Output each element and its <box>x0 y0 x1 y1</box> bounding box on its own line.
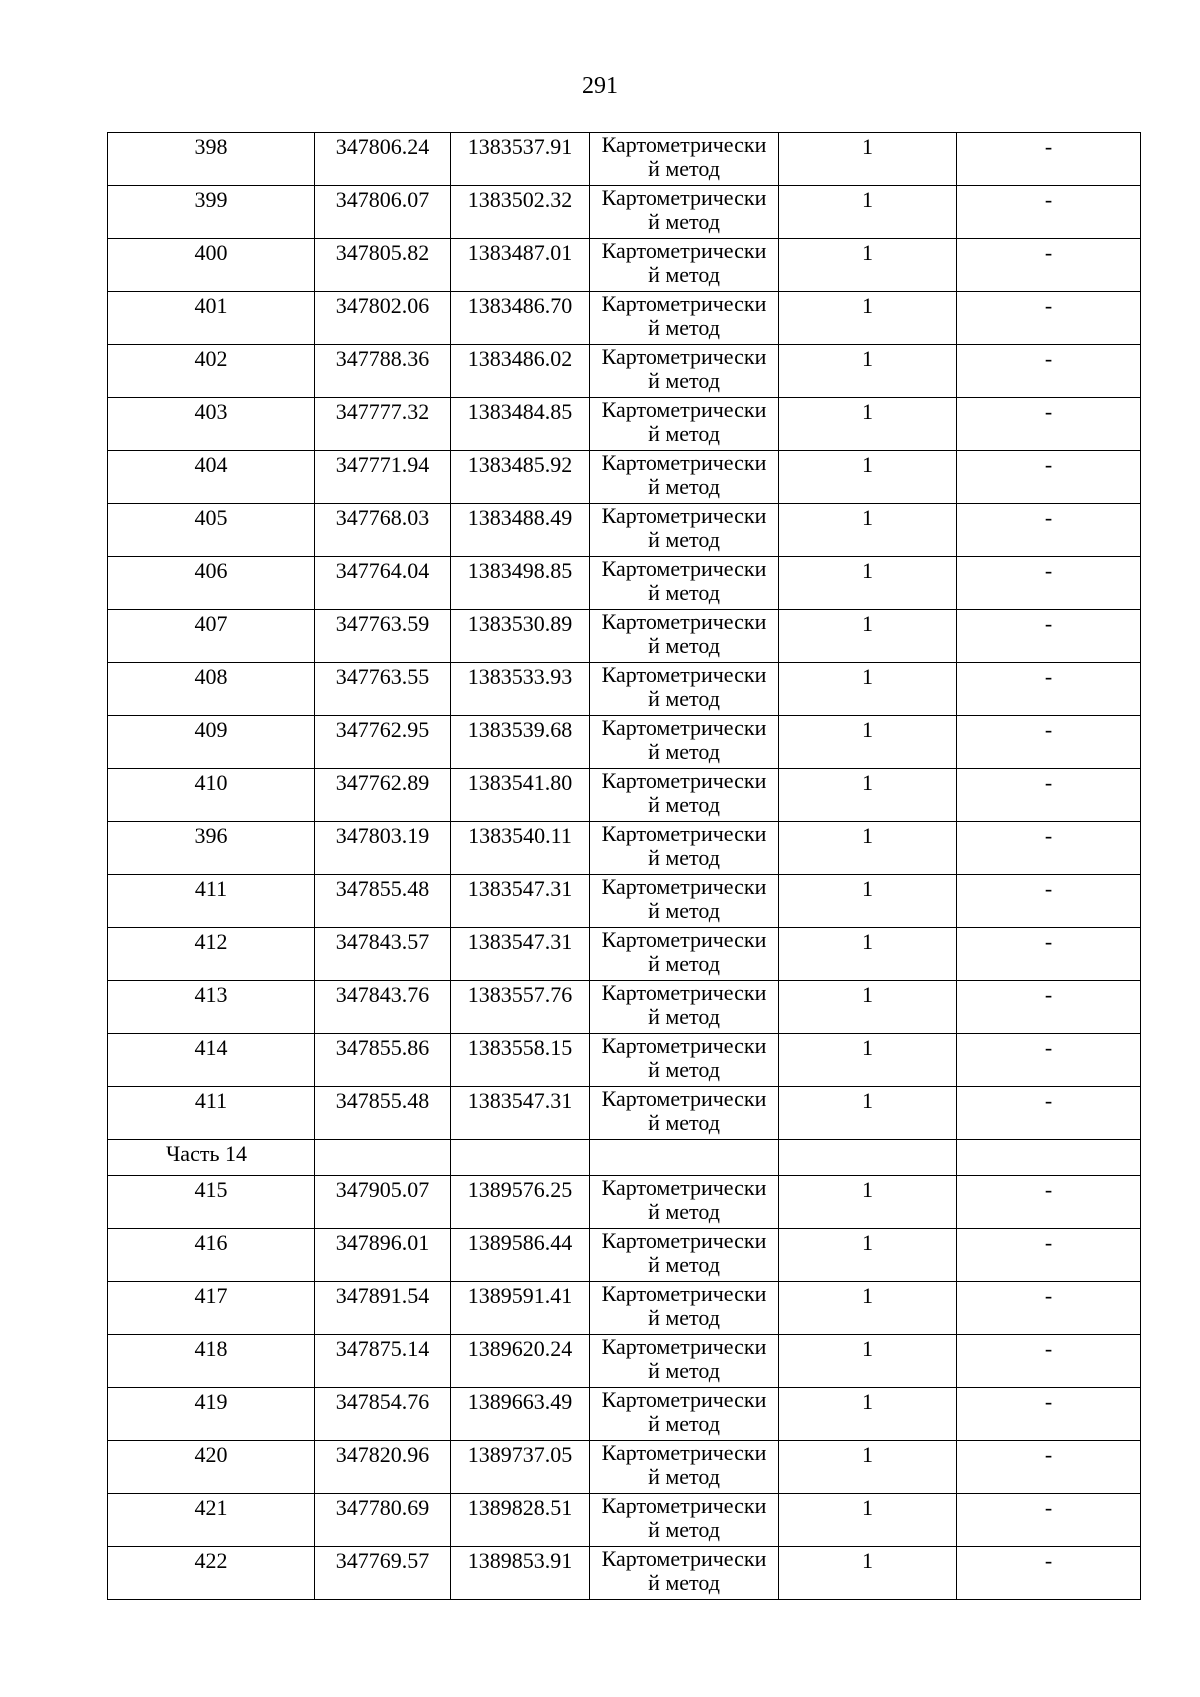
y-coordinate-cell: 1383485.92 <box>451 451 590 504</box>
method-line: Картометрически <box>601 768 767 793</box>
method-line: й метод <box>648 1199 720 1224</box>
table-row <box>108 981 1141 1034</box>
x-coordinate-cell: 347806.07 <box>315 186 451 239</box>
method-line: й метод <box>648 792 720 817</box>
table-row <box>108 1335 1141 1388</box>
method-line: Картометрически <box>601 1281 767 1306</box>
method-cell <box>590 716 779 769</box>
y-coordinate-cell: 1383486.02 <box>451 345 590 398</box>
note-cell: - <box>957 1229 1141 1282</box>
x-coordinate-cell: 347771.94 <box>315 451 451 504</box>
method-line: Картометрически <box>601 1086 767 1111</box>
accuracy-cell: 1 <box>779 292 957 345</box>
method-line: Картометрически <box>601 927 767 952</box>
x-coordinate-cell: 347763.59 <box>315 610 451 663</box>
x-coordinate-cell: 347802.06 <box>315 292 451 345</box>
x-coordinate-cell: 347763.55 <box>315 663 451 716</box>
point-number-cell: 399 <box>108 186 315 239</box>
method-cell <box>590 451 779 504</box>
method-line: й метод <box>648 421 720 446</box>
method-line: Картометрически <box>601 609 767 634</box>
note-cell: - <box>957 1547 1141 1600</box>
point-number-cell: 408 <box>108 663 315 716</box>
method-line: й метод <box>648 686 720 711</box>
y-coordinate-cell: 1389591.41 <box>451 1282 590 1335</box>
x-coordinate-cell: 347803.19 <box>315 822 451 875</box>
y-coordinate-cell: 1389853.91 <box>451 1547 590 1600</box>
y-coordinate-cell: 1383547.31 <box>451 875 590 928</box>
table-row <box>108 1388 1141 1441</box>
empty-cell <box>779 1140 957 1176</box>
method-line: й метод <box>648 1110 720 1135</box>
method-line: Картометрически <box>601 185 767 210</box>
x-coordinate-cell: 347769.57 <box>315 1547 451 1600</box>
accuracy-cell: 1 <box>779 981 957 1034</box>
method-cell <box>590 928 779 981</box>
method-line: й метод <box>648 1305 720 1330</box>
table-row <box>108 1229 1141 1282</box>
note-cell: - <box>957 981 1141 1034</box>
table-row <box>108 1441 1141 1494</box>
note-cell: - <box>957 928 1141 981</box>
x-coordinate-cell: 347855.48 <box>315 1087 451 1140</box>
point-number-cell: 411 <box>108 1087 315 1140</box>
method-cell <box>590 981 779 1034</box>
note-cell: - <box>957 1335 1141 1388</box>
method-cell <box>590 1087 779 1140</box>
method-cell <box>590 1547 779 1600</box>
y-coordinate-cell: 1383539.68 <box>451 716 590 769</box>
note-cell: - <box>957 769 1141 822</box>
method-cell <box>590 186 779 239</box>
point-number-cell: 405 <box>108 504 315 557</box>
method-line: Картометрически <box>601 1493 767 1518</box>
coordinates-table <box>107 132 1141 1600</box>
table-row <box>108 239 1141 292</box>
accuracy-cell: 1 <box>779 1441 957 1494</box>
table-row <box>108 610 1141 663</box>
method-line: й метод <box>648 1517 720 1542</box>
note-cell: - <box>957 1441 1141 1494</box>
table-row <box>108 1176 1141 1229</box>
x-coordinate-cell: 347780.69 <box>315 1494 451 1547</box>
table-row <box>108 133 1141 186</box>
note-cell: - <box>957 663 1141 716</box>
point-number-cell: 413 <box>108 981 315 1034</box>
table-row <box>108 1087 1141 1140</box>
point-number-cell: 407 <box>108 610 315 663</box>
method-line: й метод <box>648 739 720 764</box>
table-row <box>108 875 1141 928</box>
method-line: й метод <box>648 580 720 605</box>
y-coordinate-cell: 1389576.25 <box>451 1176 590 1229</box>
method-line: й метод <box>648 1570 720 1595</box>
accuracy-cell: 1 <box>779 557 957 610</box>
x-coordinate-cell: 347764.04 <box>315 557 451 610</box>
point-number-cell: 412 <box>108 928 315 981</box>
y-coordinate-cell: 1383541.80 <box>451 769 590 822</box>
point-number-cell: 402 <box>108 345 315 398</box>
x-coordinate-cell: 347820.96 <box>315 1441 451 1494</box>
y-coordinate-cell: 1383547.31 <box>451 928 590 981</box>
method-line: й метод <box>648 633 720 658</box>
empty-cell <box>957 1140 1141 1176</box>
method-line: й метод <box>648 845 720 870</box>
method-line: Картометрически <box>601 821 767 846</box>
method-line: Картометрически <box>601 1033 767 1058</box>
point-number-cell: 401 <box>108 292 315 345</box>
table-row <box>108 186 1141 239</box>
point-number-cell: 409 <box>108 716 315 769</box>
x-coordinate-cell: 347875.14 <box>315 1335 451 1388</box>
method-cell <box>590 875 779 928</box>
method-line: Картометрически <box>601 1175 767 1200</box>
x-coordinate-cell: 347855.48 <box>315 875 451 928</box>
table-row <box>108 1034 1141 1087</box>
empty-cell <box>315 1140 451 1176</box>
method-line: й метод <box>648 368 720 393</box>
point-number-cell: 420 <box>108 1441 315 1494</box>
point-number-cell: 419 <box>108 1388 315 1441</box>
method-cell <box>590 292 779 345</box>
note-cell: - <box>957 610 1141 663</box>
accuracy-cell: 1 <box>779 504 957 557</box>
point-number-cell: 404 <box>108 451 315 504</box>
method-line: й метод <box>648 1411 720 1436</box>
accuracy-cell: 1 <box>779 822 957 875</box>
method-line: Картометрически <box>601 1228 767 1253</box>
point-number-cell: 403 <box>108 398 315 451</box>
accuracy-cell: 1 <box>779 663 957 716</box>
table-row <box>108 1547 1141 1600</box>
accuracy-cell: 1 <box>779 1229 957 1282</box>
x-coordinate-cell: 347855.86 <box>315 1034 451 1087</box>
table-body <box>108 133 1141 1600</box>
accuracy-cell: 1 <box>779 1547 957 1600</box>
accuracy-cell: 1 <box>779 133 957 186</box>
point-number-cell: 418 <box>108 1335 315 1388</box>
note-cell: - <box>957 398 1141 451</box>
empty-cell <box>451 1140 590 1176</box>
point-number-cell: 414 <box>108 1034 315 1087</box>
point-number-cell: 398 <box>108 133 315 186</box>
x-coordinate-cell: 347788.36 <box>315 345 451 398</box>
method-line: Картометрически <box>601 132 767 157</box>
note-cell: - <box>957 504 1141 557</box>
method-line: й метод <box>648 951 720 976</box>
y-coordinate-cell: 1389620.24 <box>451 1335 590 1388</box>
note-cell: - <box>957 557 1141 610</box>
point-number-cell: 396 <box>108 822 315 875</box>
method-cell <box>590 1034 779 1087</box>
accuracy-cell: 1 <box>779 1282 957 1335</box>
page-number: 291 <box>582 73 618 99</box>
method-line: й метод <box>648 156 720 181</box>
table-row <box>108 504 1141 557</box>
method-line: Картометрически <box>601 238 767 263</box>
note-cell: - <box>957 133 1141 186</box>
point-number-cell: 416 <box>108 1229 315 1282</box>
y-coordinate-cell: 1389586.44 <box>451 1229 590 1282</box>
method-line: Картометрически <box>601 662 767 687</box>
table-row <box>108 451 1141 504</box>
accuracy-cell: 1 <box>779 1176 957 1229</box>
method-line: Картометрически <box>601 503 767 528</box>
method-line: й метод <box>648 209 720 234</box>
section-header-row <box>108 1140 1141 1176</box>
x-coordinate-cell: 347777.32 <box>315 398 451 451</box>
y-coordinate-cell: 1383488.49 <box>451 504 590 557</box>
x-coordinate-cell: 347762.89 <box>315 769 451 822</box>
method-line: й метод <box>648 1004 720 1029</box>
x-coordinate-cell: 347896.01 <box>315 1229 451 1282</box>
note-cell: - <box>957 822 1141 875</box>
method-line: Картометрически <box>601 450 767 475</box>
method-line: й метод <box>648 527 720 552</box>
table-row <box>108 557 1141 610</box>
y-coordinate-cell: 1383502.32 <box>451 186 590 239</box>
method-line: й метод <box>648 315 720 340</box>
method-cell <box>590 1335 779 1388</box>
y-coordinate-cell: 1383487.01 <box>451 239 590 292</box>
table-row <box>108 1494 1141 1547</box>
table-row <box>108 928 1141 981</box>
note-cell: - <box>957 292 1141 345</box>
method-line: й метод <box>648 262 720 287</box>
x-coordinate-cell: 347768.03 <box>315 504 451 557</box>
table-row <box>108 292 1141 345</box>
x-coordinate-cell: 347843.76 <box>315 981 451 1034</box>
method-line: Картометрически <box>601 1546 767 1571</box>
table-row <box>108 398 1141 451</box>
accuracy-cell: 1 <box>779 1335 957 1388</box>
point-number-cell: 400 <box>108 239 315 292</box>
note-cell: - <box>957 1176 1141 1229</box>
method-line: Картометрически <box>601 1334 767 1359</box>
accuracy-cell: 1 <box>779 239 957 292</box>
accuracy-cell: 1 <box>779 1388 957 1441</box>
note-cell: - <box>957 1388 1141 1441</box>
y-coordinate-cell: 1383557.76 <box>451 981 590 1034</box>
y-coordinate-cell: 1383537.91 <box>451 133 590 186</box>
y-coordinate-cell: 1383484.85 <box>451 398 590 451</box>
accuracy-cell: 1 <box>779 398 957 451</box>
point-number-cell: 422 <box>108 1547 315 1600</box>
x-coordinate-cell: 347891.54 <box>315 1282 451 1335</box>
x-coordinate-cell: 347905.07 <box>315 1176 451 1229</box>
method-line: Картометрически <box>601 556 767 581</box>
table-row <box>108 1282 1141 1335</box>
table-row <box>108 716 1141 769</box>
point-number-cell: 421 <box>108 1494 315 1547</box>
method-cell <box>590 398 779 451</box>
method-line: Картометрически <box>601 874 767 899</box>
method-cell <box>590 1388 779 1441</box>
method-cell <box>590 1229 779 1282</box>
note-cell: - <box>957 1087 1141 1140</box>
accuracy-cell: 1 <box>779 451 957 504</box>
accuracy-cell: 1 <box>779 875 957 928</box>
point-number-cell: 415 <box>108 1176 315 1229</box>
method-cell <box>590 1494 779 1547</box>
section-label: Часть 14 <box>108 1140 315 1176</box>
accuracy-cell: 1 <box>779 186 957 239</box>
x-coordinate-cell: 347805.82 <box>315 239 451 292</box>
table-row <box>108 663 1141 716</box>
method-line: й метод <box>648 1252 720 1277</box>
method-line: Картометрически <box>601 980 767 1005</box>
point-number-cell: 406 <box>108 557 315 610</box>
accuracy-cell: 1 <box>779 1494 957 1547</box>
y-coordinate-cell: 1389737.05 <box>451 1441 590 1494</box>
method-line: Картометрически <box>601 397 767 422</box>
empty-cell <box>590 1140 779 1176</box>
note-cell: - <box>957 1282 1141 1335</box>
point-number-cell: 411 <box>108 875 315 928</box>
method-line: Картометрически <box>601 1387 767 1412</box>
method-line: Картометрически <box>601 715 767 740</box>
accuracy-cell: 1 <box>779 610 957 663</box>
accuracy-cell: 1 <box>779 1087 957 1140</box>
y-coordinate-cell: 1383530.89 <box>451 610 590 663</box>
method-cell <box>590 769 779 822</box>
method-cell <box>590 663 779 716</box>
point-number-cell: 417 <box>108 1282 315 1335</box>
method-cell <box>590 1176 779 1229</box>
x-coordinate-cell: 347843.57 <box>315 928 451 981</box>
method-cell <box>590 133 779 186</box>
method-line: Картометрически <box>601 1440 767 1465</box>
method-cell <box>590 822 779 875</box>
method-cell <box>590 345 779 398</box>
accuracy-cell: 1 <box>779 345 957 398</box>
y-coordinate-cell: 1383558.15 <box>451 1034 590 1087</box>
table-row <box>108 822 1141 875</box>
method-line: й метод <box>648 1057 720 1082</box>
x-coordinate-cell: 347806.24 <box>315 133 451 186</box>
note-cell: - <box>957 345 1141 398</box>
accuracy-cell: 1 <box>779 769 957 822</box>
method-cell <box>590 557 779 610</box>
method-line: й метод <box>648 1358 720 1383</box>
y-coordinate-cell: 1389828.51 <box>451 1494 590 1547</box>
accuracy-cell: 1 <box>779 1034 957 1087</box>
table-row <box>108 769 1141 822</box>
accuracy-cell: 1 <box>779 716 957 769</box>
note-cell: - <box>957 1494 1141 1547</box>
method-cell <box>590 610 779 663</box>
y-coordinate-cell: 1383498.85 <box>451 557 590 610</box>
method-line: Картометрически <box>601 291 767 316</box>
method-cell <box>590 1282 779 1335</box>
method-cell <box>590 504 779 557</box>
point-number-cell: 410 <box>108 769 315 822</box>
x-coordinate-cell: 347762.95 <box>315 716 451 769</box>
note-cell: - <box>957 239 1141 292</box>
x-coordinate-cell: 347854.76 <box>315 1388 451 1441</box>
table-row <box>108 345 1141 398</box>
y-coordinate-cell: 1383486.70 <box>451 292 590 345</box>
note-cell: - <box>957 451 1141 504</box>
y-coordinate-cell: 1383547.31 <box>451 1087 590 1140</box>
note-cell: - <box>957 1034 1141 1087</box>
accuracy-cell: 1 <box>779 928 957 981</box>
note-cell: - <box>957 186 1141 239</box>
y-coordinate-cell: 1383533.93 <box>451 663 590 716</box>
y-coordinate-cell: 1389663.49 <box>451 1388 590 1441</box>
method-line: Картометрически <box>601 344 767 369</box>
method-cell <box>590 1441 779 1494</box>
method-line: й метод <box>648 1464 720 1489</box>
y-coordinate-cell: 1383540.11 <box>451 822 590 875</box>
method-line: й метод <box>648 898 720 923</box>
note-cell: - <box>957 875 1141 928</box>
note-cell: - <box>957 716 1141 769</box>
method-line: й метод <box>648 474 720 499</box>
method-cell <box>590 239 779 292</box>
